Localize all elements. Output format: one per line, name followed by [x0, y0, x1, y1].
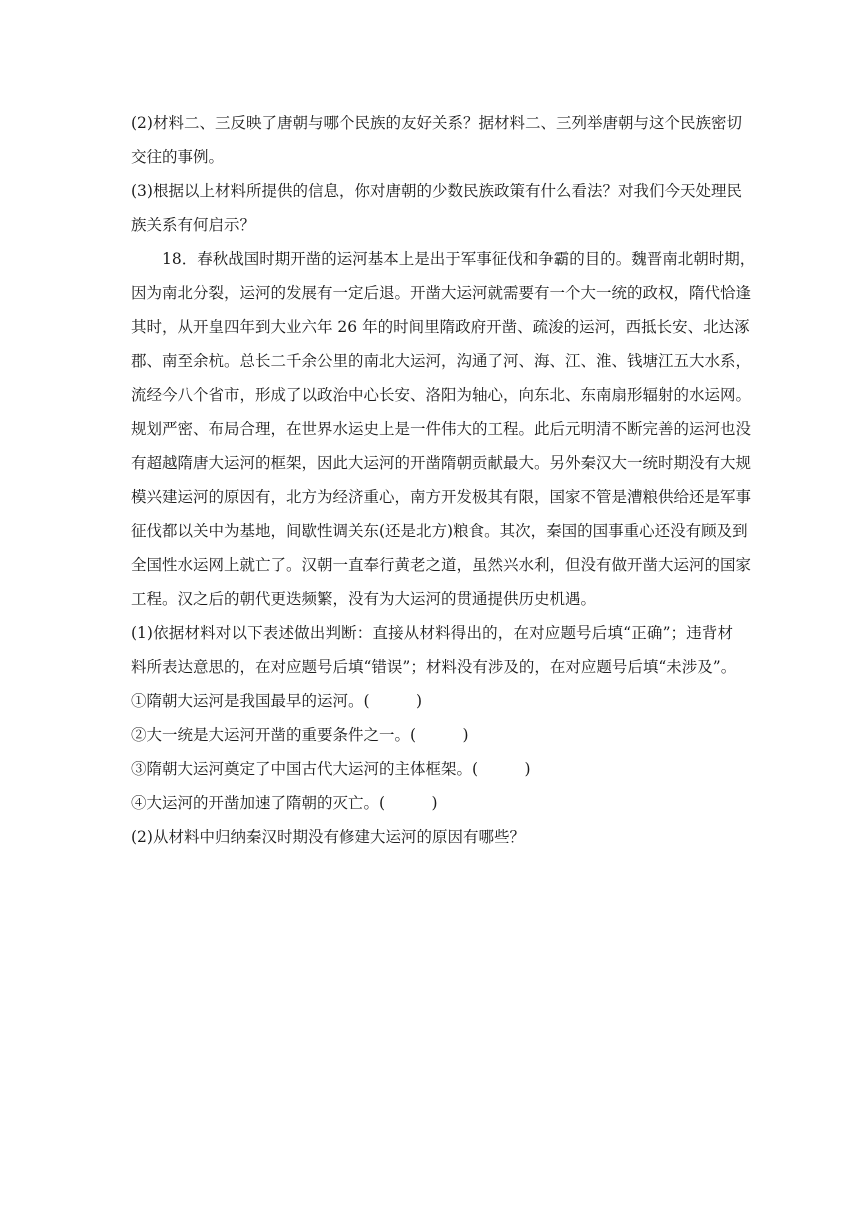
statement-item: ①隋朝大运河是我国最早的运河。( ): [131, 692, 423, 710]
statement-item: ③隋朝大运河奠定了中国古代大运河的主体框架。( ): [131, 760, 531, 778]
statement-item: ④大运河的开凿加速了隋朝的灭亡。( ): [131, 794, 438, 812]
text-line: 规划严密、布局合理，在世界水运史上是一件伟大的工程。此后元明清不断完善的运河也没: [131, 420, 752, 438]
text-line: 料所表达意思的，在对应题号后填“错误”；材料没有涉及的，在对应题号后填“未涉及”。: [131, 658, 737, 676]
text-line: 18．春秋战国时期开凿的运河基本上是出于军事征伐和争霸的目的。魏晋南北朝时期，: [162, 250, 756, 268]
text-line: 郡、南至余杭。总长二千余公里的南北大运河，沟通了河、海、江、淮、钱塘江五大水系，: [131, 352, 752, 370]
text-line: 有超越隋唐大运河的框架，因此大运河的开凿隋朝贡献最大。另外秦汉大一统时期没有大规: [131, 454, 752, 472]
q18-sub1: [131, 616, 737, 684]
text-line: 模兴建运河的原因有，北方为经济重心，南方开发极其有限，国家不管是漕粮供给还是军事: [131, 488, 752, 506]
text-line: (3)根据以上材料所提供的信息，你对唐朝的少数民族政策有什么看法？对我们今天处理民: [131, 182, 742, 200]
text-line: 征伐都以关中为基地，间歇性调关东(还是北方)粮食。其次，秦国的国事重心还没有顾及到: [131, 522, 748, 540]
text-line: 工程。汉之后的朝代更迭频繁，没有为大运河的贯通提供历史机遇。: [131, 590, 597, 608]
text-line: 其时，从开皇四年到大业六年 26 年的时间里隋政府开凿、疏浚的运河，西抵长安、北达涿: [131, 318, 750, 336]
text-line: 交往的事例。: [131, 148, 225, 166]
q17-sub3: [131, 174, 742, 242]
q17-sub2: [131, 106, 742, 174]
text-line: 因为南北分裂，运河的发展有一定后退。开凿大运河就需要有一个大一统的政权，隋代恰逢: [131, 284, 752, 302]
text-line: 流经今八个省市，形成了以政治中心长安、洛阳为轴心，向东北、东南扇形辐射的水运网。: [131, 386, 752, 404]
q18-passage: [131, 242, 756, 616]
text-line: (1)依据材料对以下表述做出判断：直接从材料得出的，在对应题号后填“正确”；违背材: [131, 624, 733, 642]
text-line: (2)材料二、三反映了唐朝与哪个民族的友好关系？据材料二、三列举唐朝与这个民族密切: [131, 114, 742, 132]
text-line: 全国性水运网上就亡了。汉朝一直奉行黄老之道，虽然兴水利，但没有做开凿大运河的国家: [131, 556, 752, 574]
document-page: [131, 106, 756, 854]
text-line: 族关系有何启示？: [131, 216, 256, 234]
q18-sub2: [131, 820, 733, 854]
text-line: (2)从材料中归纳秦汉时期没有修建大运河的原因有哪些？: [131, 828, 525, 846]
q18-statements: [131, 684, 733, 820]
statement-item: ②大一统是大运河开凿的重要条件之一。( ): [131, 726, 469, 744]
